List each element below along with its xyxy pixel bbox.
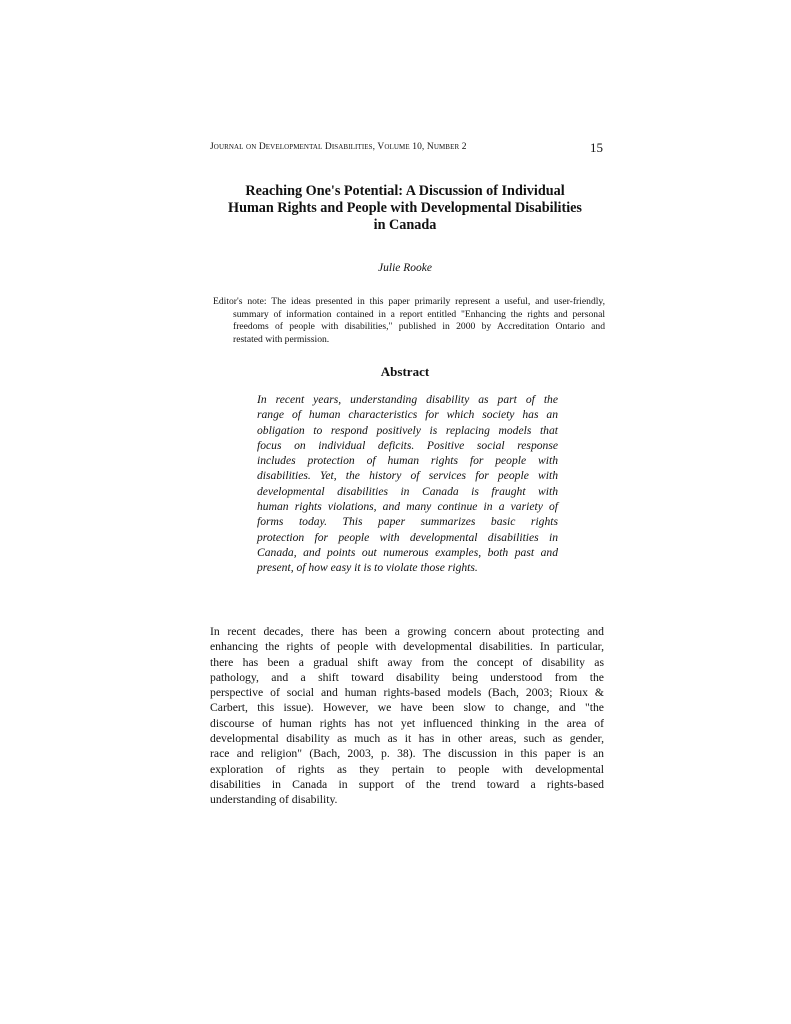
abstract-line: Canada, and points out numerous examples, both past and <box>257 545 558 559</box>
abstract-line: range of human characteristics for which society has an <box>257 408 558 422</box>
editors-note-line: Editor's note: The ideas presented in this paper primarily represent a useful, and user-friendly, <box>213 296 605 307</box>
abstract-line: focus on individual deficits. Positive social response <box>257 438 558 452</box>
body-line: developmental disability as much as it has in other areas, such as gender, <box>210 732 604 746</box>
editors-note <box>213 296 605 346</box>
body-line: In recent decades, there has been a growing concern about protecting and <box>210 625 604 638</box>
body-line: disabilities in Canada in support of the trend toward a rights-based <box>210 777 604 791</box>
running-head <box>210 140 603 156</box>
body-line: discourse of human rights has not yet influenced thinking in the area of <box>210 716 604 730</box>
editors-note-line: summary of information contained in a report entitled "Enhancing the rights and personal <box>233 308 605 320</box>
editors-note-line: freedoms of people with disabilities," published in 2000 by Accreditation Ontario and <box>233 321 605 333</box>
body-line: Carbert, this issue). However, we have been slow to change, and "the <box>210 701 604 715</box>
body-line: race and religion" (Bach, 2003, p. 38). The discussion in this paper is an <box>210 747 604 761</box>
abstract-line: forms today. This paper summarizes basic rights <box>257 515 558 529</box>
editors-note-line: restated with permission. <box>233 333 330 345</box>
body-line: enhancing the rights of people with developmental disabilities. In particular, <box>210 640 604 654</box>
article-title <box>190 183 620 234</box>
body-paragraph <box>210 624 604 808</box>
body-line: perspective of social and human rights-based models (Bach, 2003; Rioux & <box>210 686 604 700</box>
abstract-body <box>257 392 558 576</box>
title-line: Human Rights and People with Developmental Disabilities <box>228 200 582 216</box>
abstract-heading: Abstract <box>380 364 430 379</box>
abstract-line: human rights violations, and many continue in a variety of <box>257 500 558 514</box>
abstract-line: In recent years, understanding disability as part of the <box>257 393 558 406</box>
abstract-line: protection for people with developmental disabilities in <box>257 530 558 544</box>
title-line: in Canada <box>373 217 437 233</box>
journal-name: Journal on Developmental Disabilities, Volume 10, Number 2 <box>210 142 467 152</box>
body-line: exploration of rights as they pertain to people with developmental <box>210 762 604 776</box>
body-line: understanding of disability. <box>210 793 338 807</box>
author-name: Julie Rooke <box>378 262 432 274</box>
title-line: Reaching One's Potential: A Discussion of Individual <box>245 183 565 199</box>
abstract-line: includes protection of human rights for people with <box>257 454 558 468</box>
body-line: there has been a gradual shift away from the concept of disability as <box>210 655 604 669</box>
body-line: pathology, and a shift toward disability being understood from the <box>210 670 604 684</box>
abstract-line: present, of how easy it is to violate those rights. <box>257 561 478 575</box>
page-number: 15 <box>590 140 603 155</box>
abstract-line: developmental disabilities in Canada is fraught with <box>257 484 558 498</box>
abstract-line: obligation to respond positively is replacing models that <box>257 423 558 437</box>
abstract-line: disabilities. Yet, the history of services for people with <box>257 469 558 483</box>
